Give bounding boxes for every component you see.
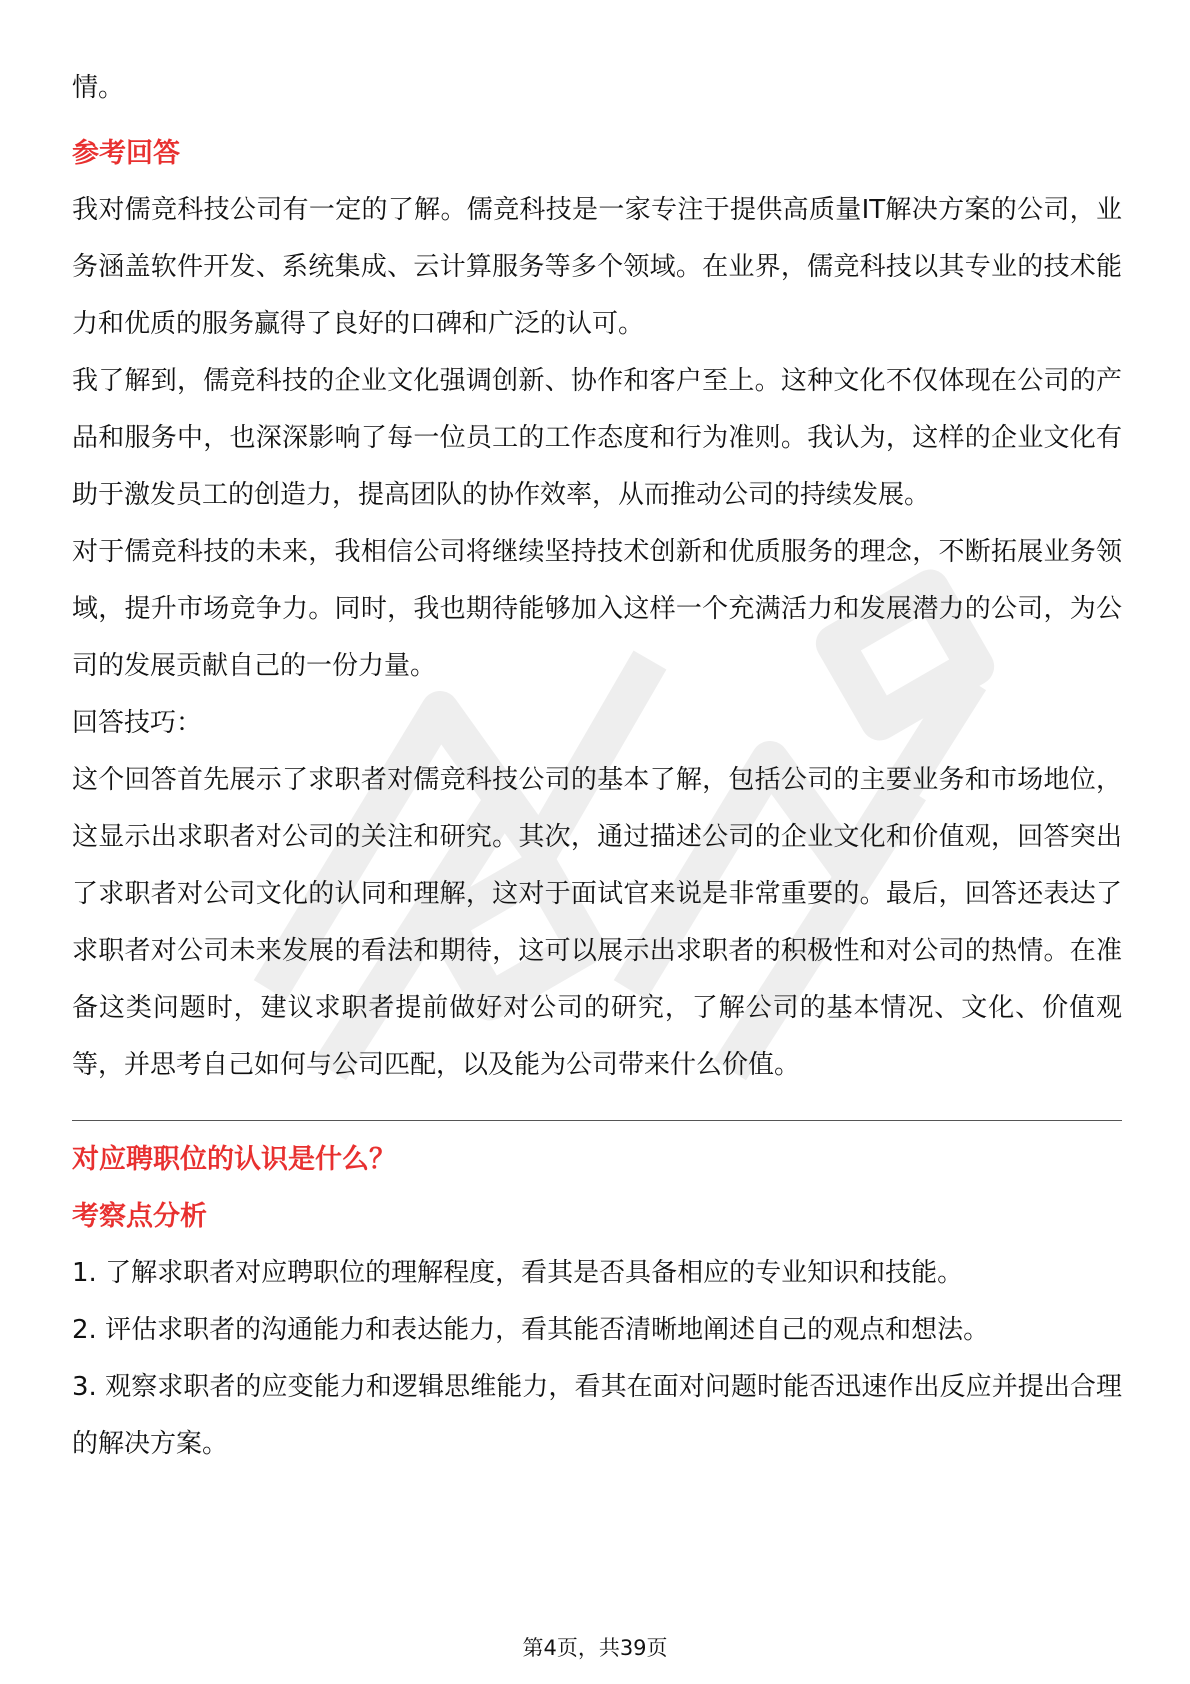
intro-tail: 情。 (72, 73, 125, 103)
analysis-point-2: 2. 评估求职者的沟通能力和表达能力，看其能否清晰地阐述自己的观点和想法。 (72, 1315, 990, 1345)
analysis-point-1: 1. 了解求职者对应聘职位的理解程度，看其是否具备相应的专业知识和技能。 (72, 1258, 964, 1288)
answer-paragraph-3: 对于儒竞科技的未来，我相信公司将继续坚持技术创新和优质服务的理念，不断拓展业务领域，提升市场竞争力。同时，我也期待能够加入这样一个充满活力和发展潜力的公司，为公司的发展贡献自己的一份力量。 (72, 537, 1122, 681)
tips-label: 回答技巧： (72, 708, 203, 738)
question-title: 对应聘职位的认识是什么？ (72, 1144, 396, 1175)
answer-paragraph-2: 我了解到，儒竞科技的企业文化强调创新、协作和客户至上。这种文化不仅体现在公司的产品和服务中，也深深影响了每一位员工的工作态度和行为准则。我认为，这样的企业文化有助于激发员工的创造力，提高团队的协作效率，从而推动公司的持续发展。 (72, 366, 1122, 510)
analysis-heading: 考察点分析 (72, 1201, 207, 1232)
page-footer: 第4页，共39页 (522, 1636, 668, 1660)
analysis-point-3: 3. 观察求职者的应变能力和逻辑思维能力，看其在面对问题时能否迅速作出反应并提出合理的解决方案。 (72, 1372, 1122, 1459)
section-divider (72, 1120, 1122, 1121)
page-content (72, 60, 1122, 1473)
answer-heading: 参考回答 (72, 138, 180, 169)
answer-paragraph-1: 我对儒竞科技公司有一定的了解。儒竞科技是一家专注于提供高质量IT解决方案的公司，业务涵盖软件开发、系统集成、云计算服务等多个领域。在业界，儒竞科技以其专业的技术能力和优质的服务赢得了良好的口碑和广泛的认可。 (72, 195, 1122, 339)
tips-text: 这个回答首先展示了求职者对儒竞科技公司的基本了解，包括公司的主要业务和市场地位，这显示出求职者对公司的关注和研究。其次，通过描述公司的企业文化和价值观，回答突出了求职者对公司文化的认同和理解，这对于面试官来说是非常重要的。最后，回答还表达了求职者对公司未来发展的看法和期待，这可以展示出求职者的积极性和对公司的热情。在准备这类问题时，建议求职者提前做好对公司的研究，了解公司的基本情况、文化、价值观等，并思考自己如何与公司匹配，以及能为公司带来什么价值。 (72, 765, 1122, 1080)
